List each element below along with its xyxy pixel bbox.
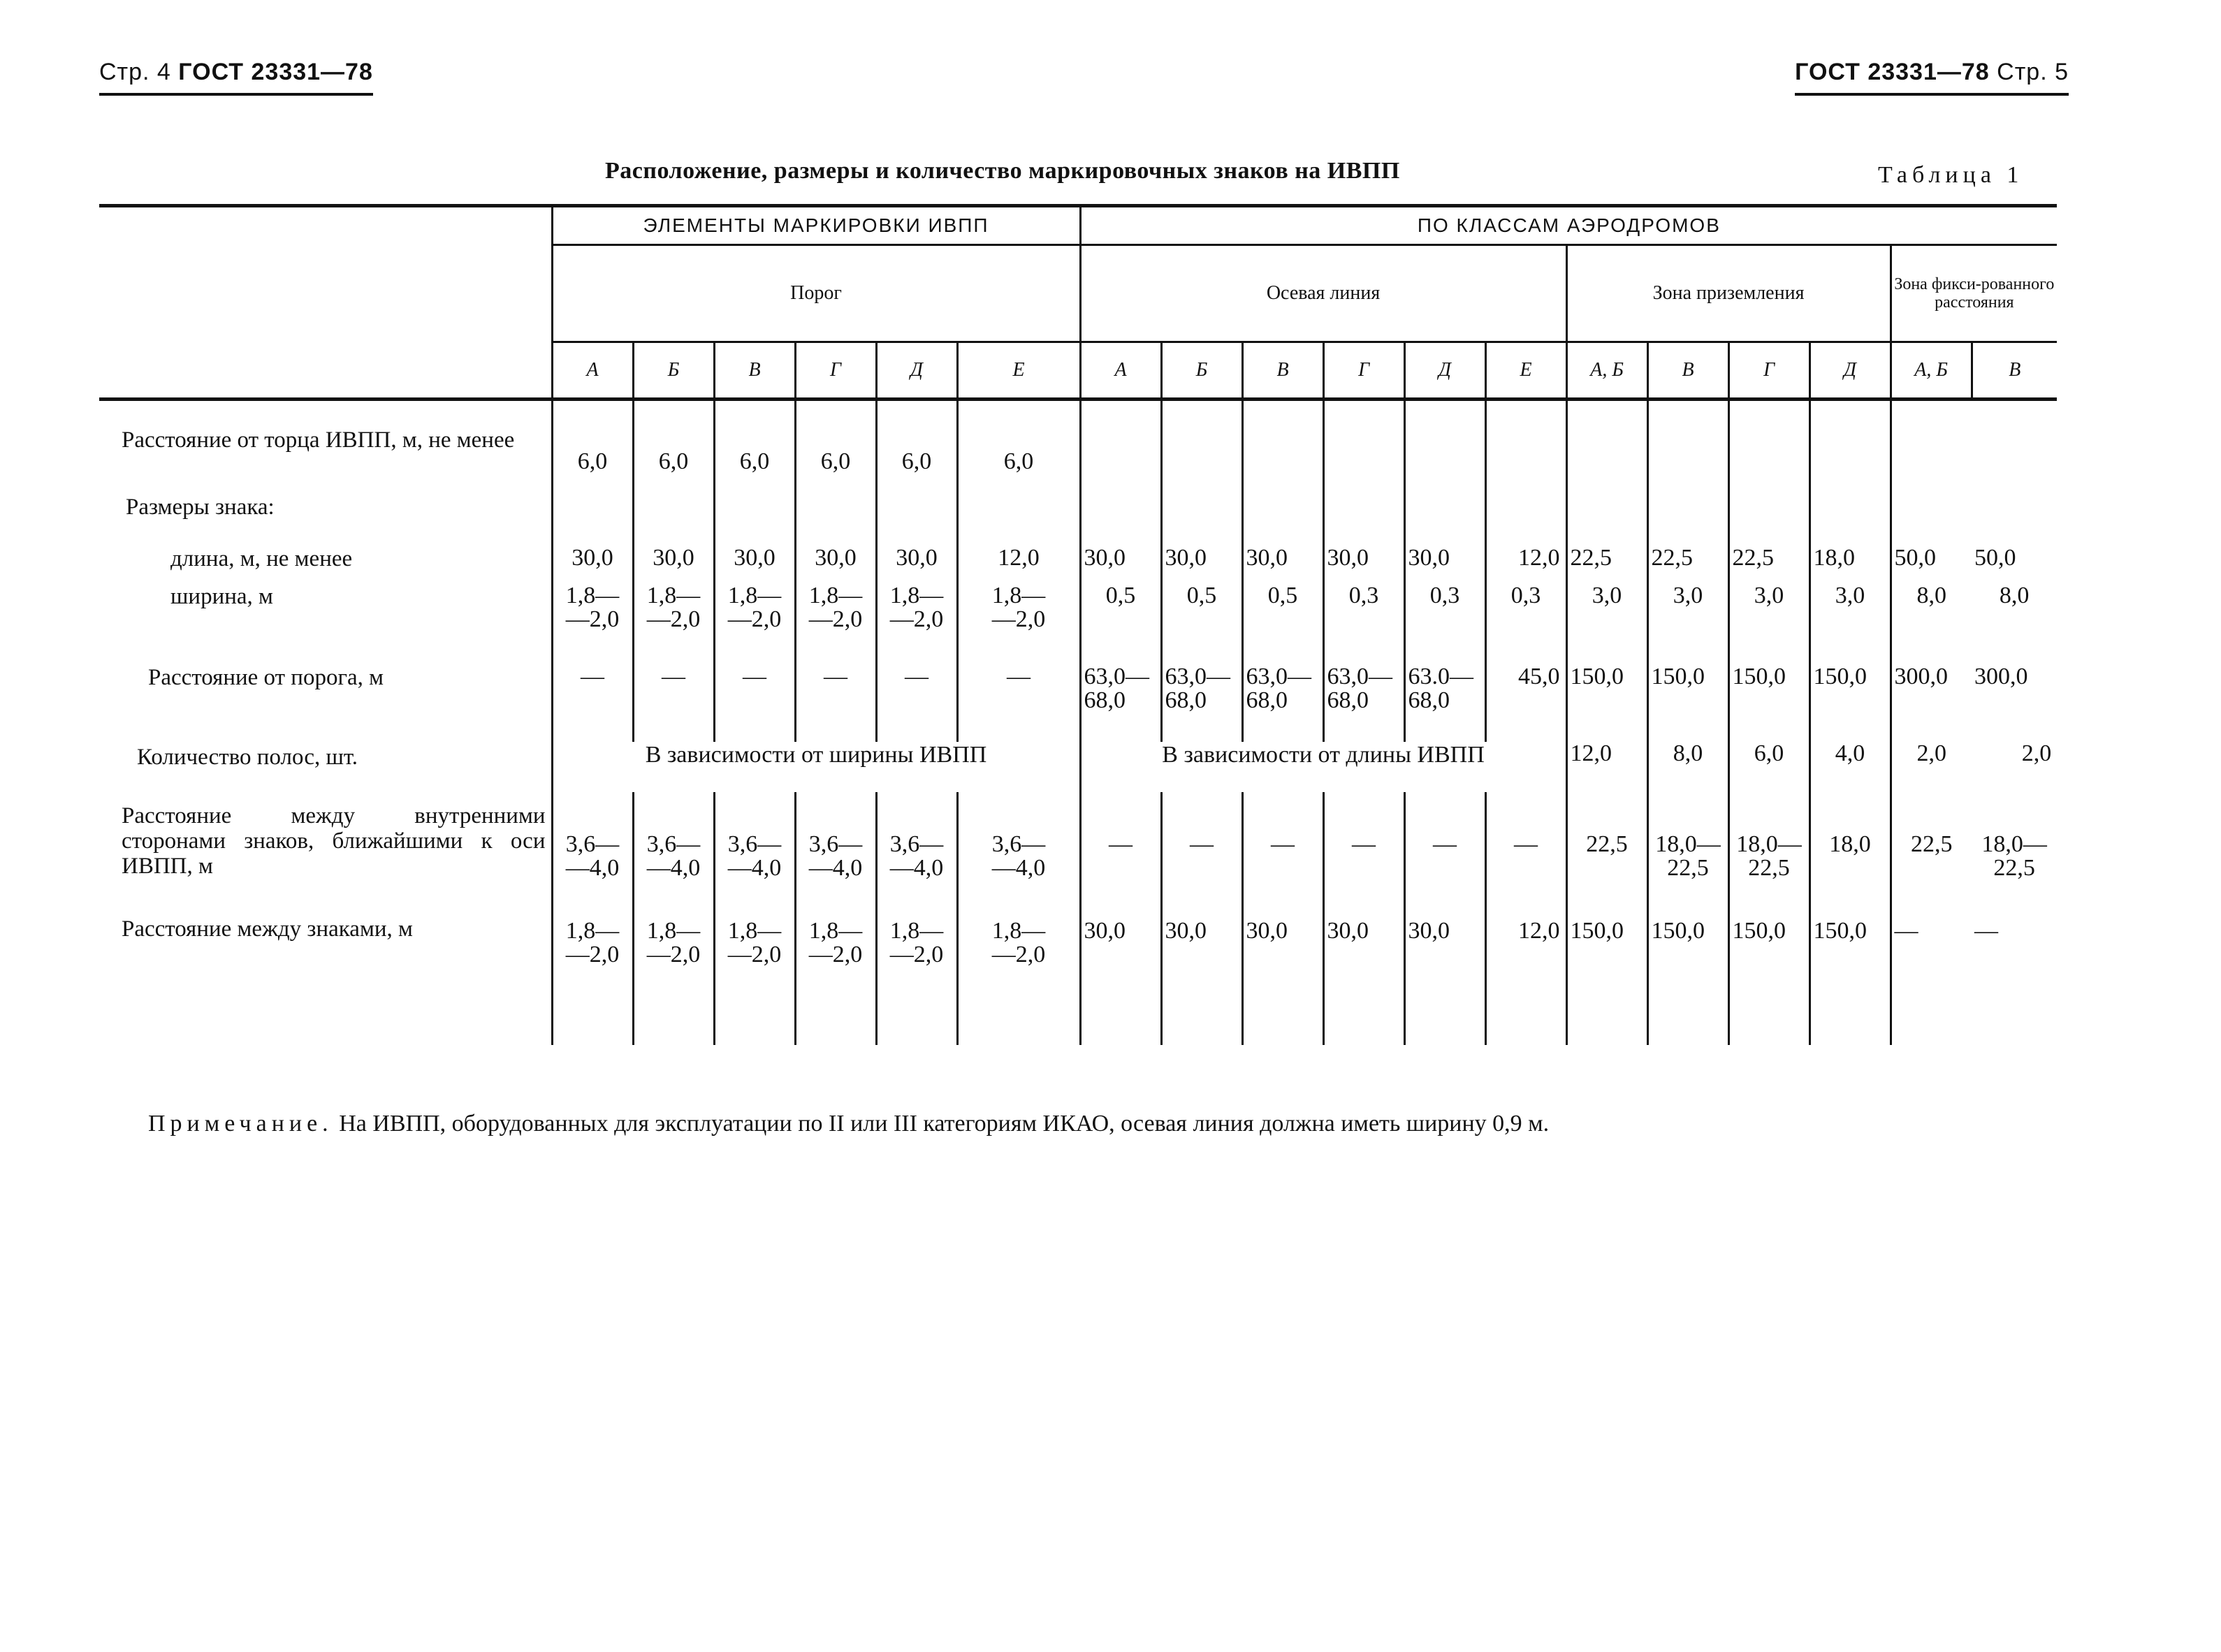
table-cell: 22,5 — [1647, 532, 1728, 584]
row-label: Количество полос, шт. — [137, 744, 358, 770]
table-cell: — — [1323, 792, 1404, 905]
table-cell: 3,6— —4,0 — [957, 792, 1080, 905]
span-threshold-width: В зависимости от ширины ИВПП — [552, 742, 1080, 792]
table-cell-empty — [1485, 400, 1566, 489]
table-cell: 1,8— —2,0 — [714, 905, 795, 1045]
table-cell: 30,0 — [795, 532, 876, 584]
class-header: В — [714, 342, 795, 400]
standard-label-left: ГОСТ — [178, 59, 245, 85]
table-cell: 150,0 — [1809, 645, 1891, 742]
table-cell-empty — [1566, 400, 1647, 489]
table-cell: 22,5 — [1566, 792, 1647, 905]
footnote — [148, 1111, 1549, 1137]
table-cell: 63.0— 68,0 — [1404, 645, 1485, 742]
table-cell: 30,0 — [1323, 532, 1404, 584]
table-cell: 12,0 — [1485, 532, 1566, 584]
standard-label-right: ГОСТ — [1795, 59, 1860, 85]
table-cell: 22,5 — [1891, 792, 1972, 905]
table-cell: 8,0 — [1999, 583, 2030, 608]
subgroup-touchdown: Зона приземления — [1566, 245, 1891, 342]
table-cell: 300,0 — [1891, 645, 1972, 742]
table-cell: 0,3 — [1404, 584, 1485, 645]
table-cell: 150,0 — [1566, 645, 1647, 742]
table-cell-empty — [1404, 489, 1485, 532]
table-cell: 18,0— 22,5 — [1728, 792, 1809, 905]
class-header: Е — [957, 342, 1080, 400]
table-cell: 1,8— —2,0 — [957, 584, 1080, 645]
class-header: Б — [1161, 342, 1242, 400]
table-cell-empty — [1809, 400, 1891, 489]
class-header: А — [1080, 342, 1161, 400]
table-cell: 1,8— —2,0 — [795, 905, 876, 1045]
table-cell: 6,0 — [633, 400, 714, 489]
table-cell-empty — [1242, 489, 1323, 532]
table-cell: 63,0— 68,0 — [1242, 645, 1323, 742]
footnote-head: Примечание. — [148, 1111, 333, 1136]
table-cell: 150,0 — [1647, 645, 1728, 742]
table-cell-empty — [1809, 489, 1891, 532]
row-threshold-distance — [99, 645, 2057, 742]
table-cell: 30,0 — [1161, 532, 1242, 584]
table-cell: — — [1242, 792, 1323, 905]
page-number-left: Стр. 4 — [99, 59, 171, 85]
page-header-left — [99, 59, 373, 96]
table-cell-empty — [957, 489, 1080, 532]
table-cell-empty — [1161, 489, 1242, 532]
table-cell: 1,8— —2,0 — [633, 584, 714, 645]
table-cell: 63,0— 68,0 — [1161, 645, 1242, 742]
table-cell: 12,0 — [1566, 742, 1647, 792]
table-cell: 150,0 — [1728, 905, 1809, 1045]
table-cell: 18,0— 22,5 — [1647, 792, 1728, 905]
table-cell: 0,5 — [1161, 584, 1242, 645]
table-cell: 1,8— —2,0 — [552, 905, 633, 1045]
table-cell-empty — [795, 489, 876, 532]
row-width — [99, 584, 2057, 645]
table-cell-empty — [1323, 489, 1404, 532]
table-cell-empty — [1647, 400, 1728, 489]
table-cell-empty — [552, 489, 633, 532]
table-cell: 18,0 — [1809, 532, 1891, 584]
table-cell: 4,0 — [1809, 742, 1891, 792]
row-inner-sides-distance — [99, 792, 2057, 905]
table-caption: Расположение, размеры и количество маркировочных знаков на ИВПП — [605, 158, 1400, 184]
table-cell-empty — [633, 489, 714, 532]
table-cell: 22,5 — [1566, 532, 1647, 584]
table-cell: — — [1161, 792, 1242, 905]
subgroup-fixed-distance: Зона фикси-рованного расстояния — [1891, 245, 2057, 342]
table-cell-empty — [1891, 400, 1972, 489]
row-label: Размеры знака: — [126, 494, 275, 520]
table-cell-empty — [714, 489, 795, 532]
table-cell: 30,0 — [1080, 532, 1161, 584]
table-cell: 150,0 — [1809, 905, 1891, 1045]
table-cell: — — [714, 645, 795, 742]
table-cell: 1,8— —2,0 — [957, 905, 1080, 1045]
class-header: Г — [1323, 342, 1404, 400]
row-sign-spacing — [99, 905, 2057, 1045]
table-cell: 150,0 — [1566, 905, 1647, 1045]
table-cell: 3,6— —4,0 — [633, 792, 714, 905]
class-header: В — [1242, 342, 1323, 400]
table-cell: 12,0 — [1485, 905, 1566, 1045]
class-header: В — [1647, 342, 1728, 400]
table-cell: — — [957, 645, 1080, 742]
table-cell: 12,0 — [957, 532, 1080, 584]
table-cell: — — [1080, 792, 1161, 905]
table-cell: 30,0 — [1161, 905, 1242, 1045]
table-cell: — — [1891, 905, 1972, 1045]
table-cell: 1,8— —2,0 — [714, 584, 795, 645]
class-header: Д — [1404, 342, 1485, 400]
class-header: Г — [795, 342, 876, 400]
table-cell: 6,0 — [957, 400, 1080, 489]
table-cell-empty — [1728, 489, 1809, 532]
subgroup-centerline: Осевая линия — [1080, 245, 1566, 342]
table-cell: 22,5 — [1728, 532, 1809, 584]
class-header: А, Б — [1891, 342, 1972, 400]
table-cell-empty — [1647, 489, 1728, 532]
table-cell: 30,0 — [1242, 532, 1323, 584]
table-cell: 18,0 — [1809, 792, 1891, 905]
table-cell: 1,8— —2,0 — [552, 584, 633, 645]
table-cell-empty — [1566, 489, 1647, 532]
table-cell: 30,0 — [876, 532, 957, 584]
class-header: В — [1972, 342, 2057, 400]
table-cell: 6,0 — [876, 400, 957, 489]
table-cell: — — [876, 645, 957, 742]
table-cell: 63,0— 68,0 — [1323, 645, 1404, 742]
row-label: Расстояние от торца ИВПП, м, не менее — [122, 427, 515, 453]
table-cell: 50,0 — [1891, 532, 1972, 584]
marking-table — [99, 204, 2057, 1045]
table-cell: 30,0 — [1323, 905, 1404, 1045]
table-cell-empty — [1891, 489, 1972, 532]
table-cell: 1,8— —2,0 — [795, 584, 876, 645]
standard-number-left: 23331—78 — [251, 59, 373, 85]
table-cell: — — [1485, 792, 1566, 905]
table-cell: 18,0— 22,5 — [1981, 831, 2047, 881]
table-cell: 8,0 — [1647, 742, 1728, 792]
row-sign-size-heading — [99, 489, 2057, 532]
row-label: Расстояние между внутренними сторонами знаков, ближайшими к оси ИВПП, м — [122, 803, 546, 879]
table-cell: 6,0 — [552, 400, 633, 489]
subgroup-threshold: Порог — [552, 245, 1080, 342]
table-cell: 150,0 — [1728, 645, 1809, 742]
table-cell: — — [1404, 792, 1485, 905]
table-cell: 2,0 — [2021, 741, 2052, 766]
standard-number-right: 23331—78 — [1867, 59, 1990, 85]
table-cell: 30,0 — [1404, 532, 1485, 584]
table-cell-empty — [1404, 400, 1485, 489]
group-elements: ЭЛЕМЕНТЫ МАРКИРОВКИ ИВПП — [552, 206, 1080, 245]
table-cell: 6,0 — [714, 400, 795, 489]
class-header: А — [552, 342, 633, 400]
table-cell-empty — [1972, 400, 2057, 489]
table-cell: 300,0 — [1974, 663, 2028, 689]
table-cell-empty — [1728, 400, 1809, 489]
table-cell: — — [1974, 917, 1999, 944]
group-classes: ПО КЛАССАМ АЭРОДРОМОВ — [1080, 206, 2057, 245]
table-cell: — — [552, 645, 633, 742]
table-cell: 1,8— —2,0 — [876, 905, 957, 1045]
table-cell: 3,0 — [1566, 584, 1647, 645]
table-cell: 0,3 — [1485, 584, 1566, 645]
table-cell: 6,0 — [1728, 742, 1809, 792]
row-length — [99, 532, 2057, 584]
table-cell: 3,6— —4,0 — [552, 792, 633, 905]
table-cell-empty — [1080, 489, 1161, 532]
table-cell: 3,6— —4,0 — [714, 792, 795, 905]
table-cell: 3,0 — [1728, 584, 1809, 645]
class-header: Д — [1809, 342, 1891, 400]
span-centerline-length: В зависимости от длины ИВПП — [1080, 742, 1566, 792]
page-number-right: Стр. 5 — [1997, 59, 2069, 85]
table-cell: 1,8— —2,0 — [633, 905, 714, 1045]
table-cell: 63,0— 68,0 — [1080, 645, 1161, 742]
table-cell-empty — [876, 489, 957, 532]
table-cell-empty — [1323, 400, 1404, 489]
table-cell: — — [633, 645, 714, 742]
row-end-distance — [99, 400, 2057, 489]
table-cell: 2,0 — [1891, 742, 1972, 792]
header-stub — [99, 206, 552, 400]
row-label: ширина, м — [170, 583, 273, 609]
table-cell: 45,0 — [1485, 645, 1566, 742]
table-cell: 30,0 — [552, 532, 633, 584]
row-label: Расстояние между знаками, м — [122, 916, 413, 942]
table-cell: 3,6— —4,0 — [876, 792, 957, 905]
footnote-text: На ИВПП, оборудованных для эксплуатации по II или III категориям ИКАО, осевая линия должна иметь ширину 0,9 м. — [339, 1111, 1550, 1136]
class-header: Е — [1485, 342, 1566, 400]
table-cell: 6,0 — [795, 400, 876, 489]
table-cell: — — [795, 645, 876, 742]
table-cell: 30,0 — [633, 532, 714, 584]
table-label: Таблица 1 — [1878, 162, 2024, 188]
class-header: Б — [633, 342, 714, 400]
class-header: Г — [1728, 342, 1809, 400]
table-cell: 1,8— —2,0 — [876, 584, 957, 645]
page-header-right — [1795, 59, 2069, 96]
row-label: Расстояние от порога, м — [148, 664, 384, 690]
table-cell-empty — [1080, 400, 1161, 489]
table-cell-empty — [1972, 489, 2057, 532]
table-cell-empty — [1161, 400, 1242, 489]
row-label: длина, м, не менее — [170, 546, 353, 571]
class-header: Д — [876, 342, 957, 400]
table-cell: 30,0 — [714, 532, 795, 584]
table-cell: 3,0 — [1647, 584, 1728, 645]
table-cell: 150,0 — [1647, 905, 1728, 1045]
table-cell: 30,0 — [1242, 905, 1323, 1045]
table-cell: 3,0 — [1809, 584, 1891, 645]
table-cell: 30,0 — [1080, 905, 1161, 1045]
table-cell: 0,3 — [1323, 584, 1404, 645]
table-cell: 3,6— —4,0 — [795, 792, 876, 905]
class-header: А, Б — [1566, 342, 1647, 400]
table-cell-empty — [1485, 489, 1566, 532]
table-cell: 8,0 — [1891, 584, 1972, 645]
row-stripe-count — [99, 742, 2057, 792]
table-cell-empty — [1242, 400, 1323, 489]
table-cell: 30,0 — [1404, 905, 1485, 1045]
table-cell: 0,5 — [1080, 584, 1161, 645]
table-cell: 0,5 — [1242, 584, 1323, 645]
table-cell: 50,0 — [1974, 544, 2016, 571]
